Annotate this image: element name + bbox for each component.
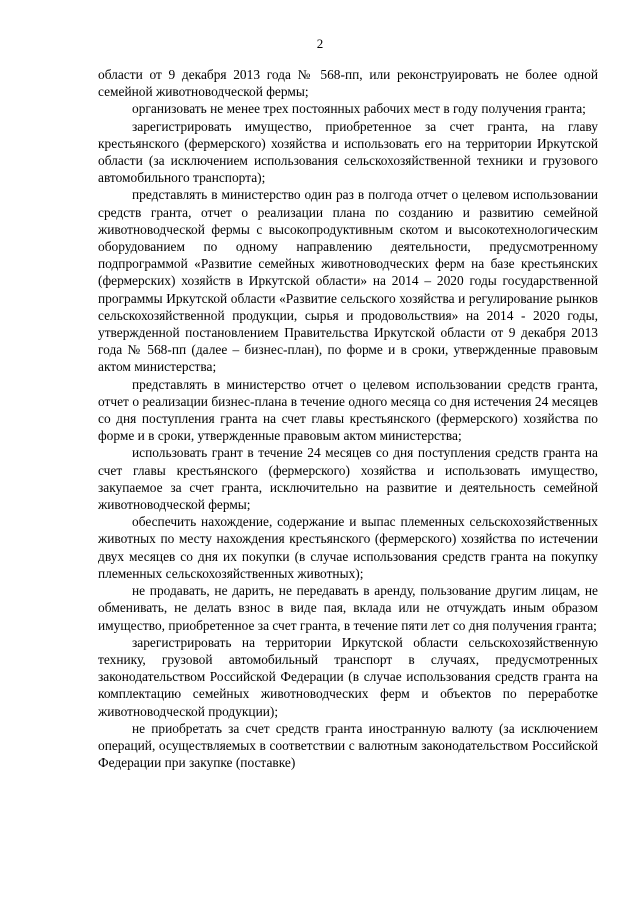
paragraph: обеспечить нахождение, содержание и выпас племенных сельскохозяйственных животных по месту нахождения крестьянского (фермерского) хозяйства по истечении двух месяцев со дня их покупки (в случае использования средств гранта на покупку племенных сельскохозяйственных животных);	[98, 514, 598, 581]
paragraph: использовать грант в течение 24 месяцев со дня поступления средств гранта на счет главы крестьянского (фермерского) хозяйства и использовать имущество, закупаемое за счет гранта, исключительно на развитие и деятельность семейной животноводческой фермы;	[98, 445, 598, 513]
paragraph: области от 9 декабря 2013 года № 568-пп, или реконструировать не более одной семейной животноводческой фермы;	[98, 67, 598, 100]
document-body	[98, 66, 598, 771]
page-number: 2	[316, 36, 324, 51]
paragraph: не продавать, не дарить, не передавать в аренду, пользование другим лицам, не обменивать, не делать взнос в виде пая, вклада или не отчуждать иным образом имущество, приобретенное за счет гранта, в течение пяти лет со дня получения гранта;	[98, 583, 598, 633]
paragraph: зарегистрировать на территории Иркутской области сельскохозяйственную технику, грузовой автомобильный транспорт в случаях, предусмотренных законодательством Российской Федерации (в случае использования средств гранта на комплектацию семейных животноводческих ферм и объектов по переработке животноводческой продукции);	[98, 634, 598, 719]
paragraph: представлять в министерство один раз в полгода отчет о целевом использовании средств гранта, отчет о реализации плана по созданию и развитию семейной животноводческой фермы с высокопродуктивным скотом и высокотехнологическим оборудованием по одному направлению деятельности, предусмотренному подпрограммой «Развитие семейных животноводческих ферм на базе крестьянских (фермерских) хозяйств в Иркутской области» на 2014 – 2020 годы государственной программы Иркутской области «Развитие сельского хозяйства и регулирование рынков сельскохозяйственной продукции, сырья и продовольствия» на 2014 - 2020 годы, утвержденной постановлением Правительства Иркутской области от 9 декабря 2013 года № 568-пп (далее – бизнес-план), по форме и в сроки, утвержденные правовым актом министерства;	[98, 187, 598, 375]
paragraph: не приобретать за счет средств гранта иностранную валюту (за исключением операций, осуществляемых в соответствии с валютным законодательством Российской Федерации при закупке (поставке)	[98, 720, 598, 771]
paragraph: представлять в министерство отчет о целевом использовании средств гранта, отчет о реализации бизнес-плана в течение одного месяца со дня истечения 24 месяцев со дня поступления гранта на счет главы крестьянского (фермерского) хозяйства по форме и в сроки, утвержденные правовым актом министерства;	[98, 376, 598, 444]
paragraph: организовать не менее трех постоянных рабочих мест в году получения гранта;	[132, 101, 586, 117]
paragraph: зарегистрировать имущество, приобретенное за счет гранта, на главу крестьянского (фермерского) хозяйства и использовать его на территории Иркутской области (за исключением использования сельскохозяйственной техники и грузового автомобильного транспорта);	[98, 118, 598, 186]
